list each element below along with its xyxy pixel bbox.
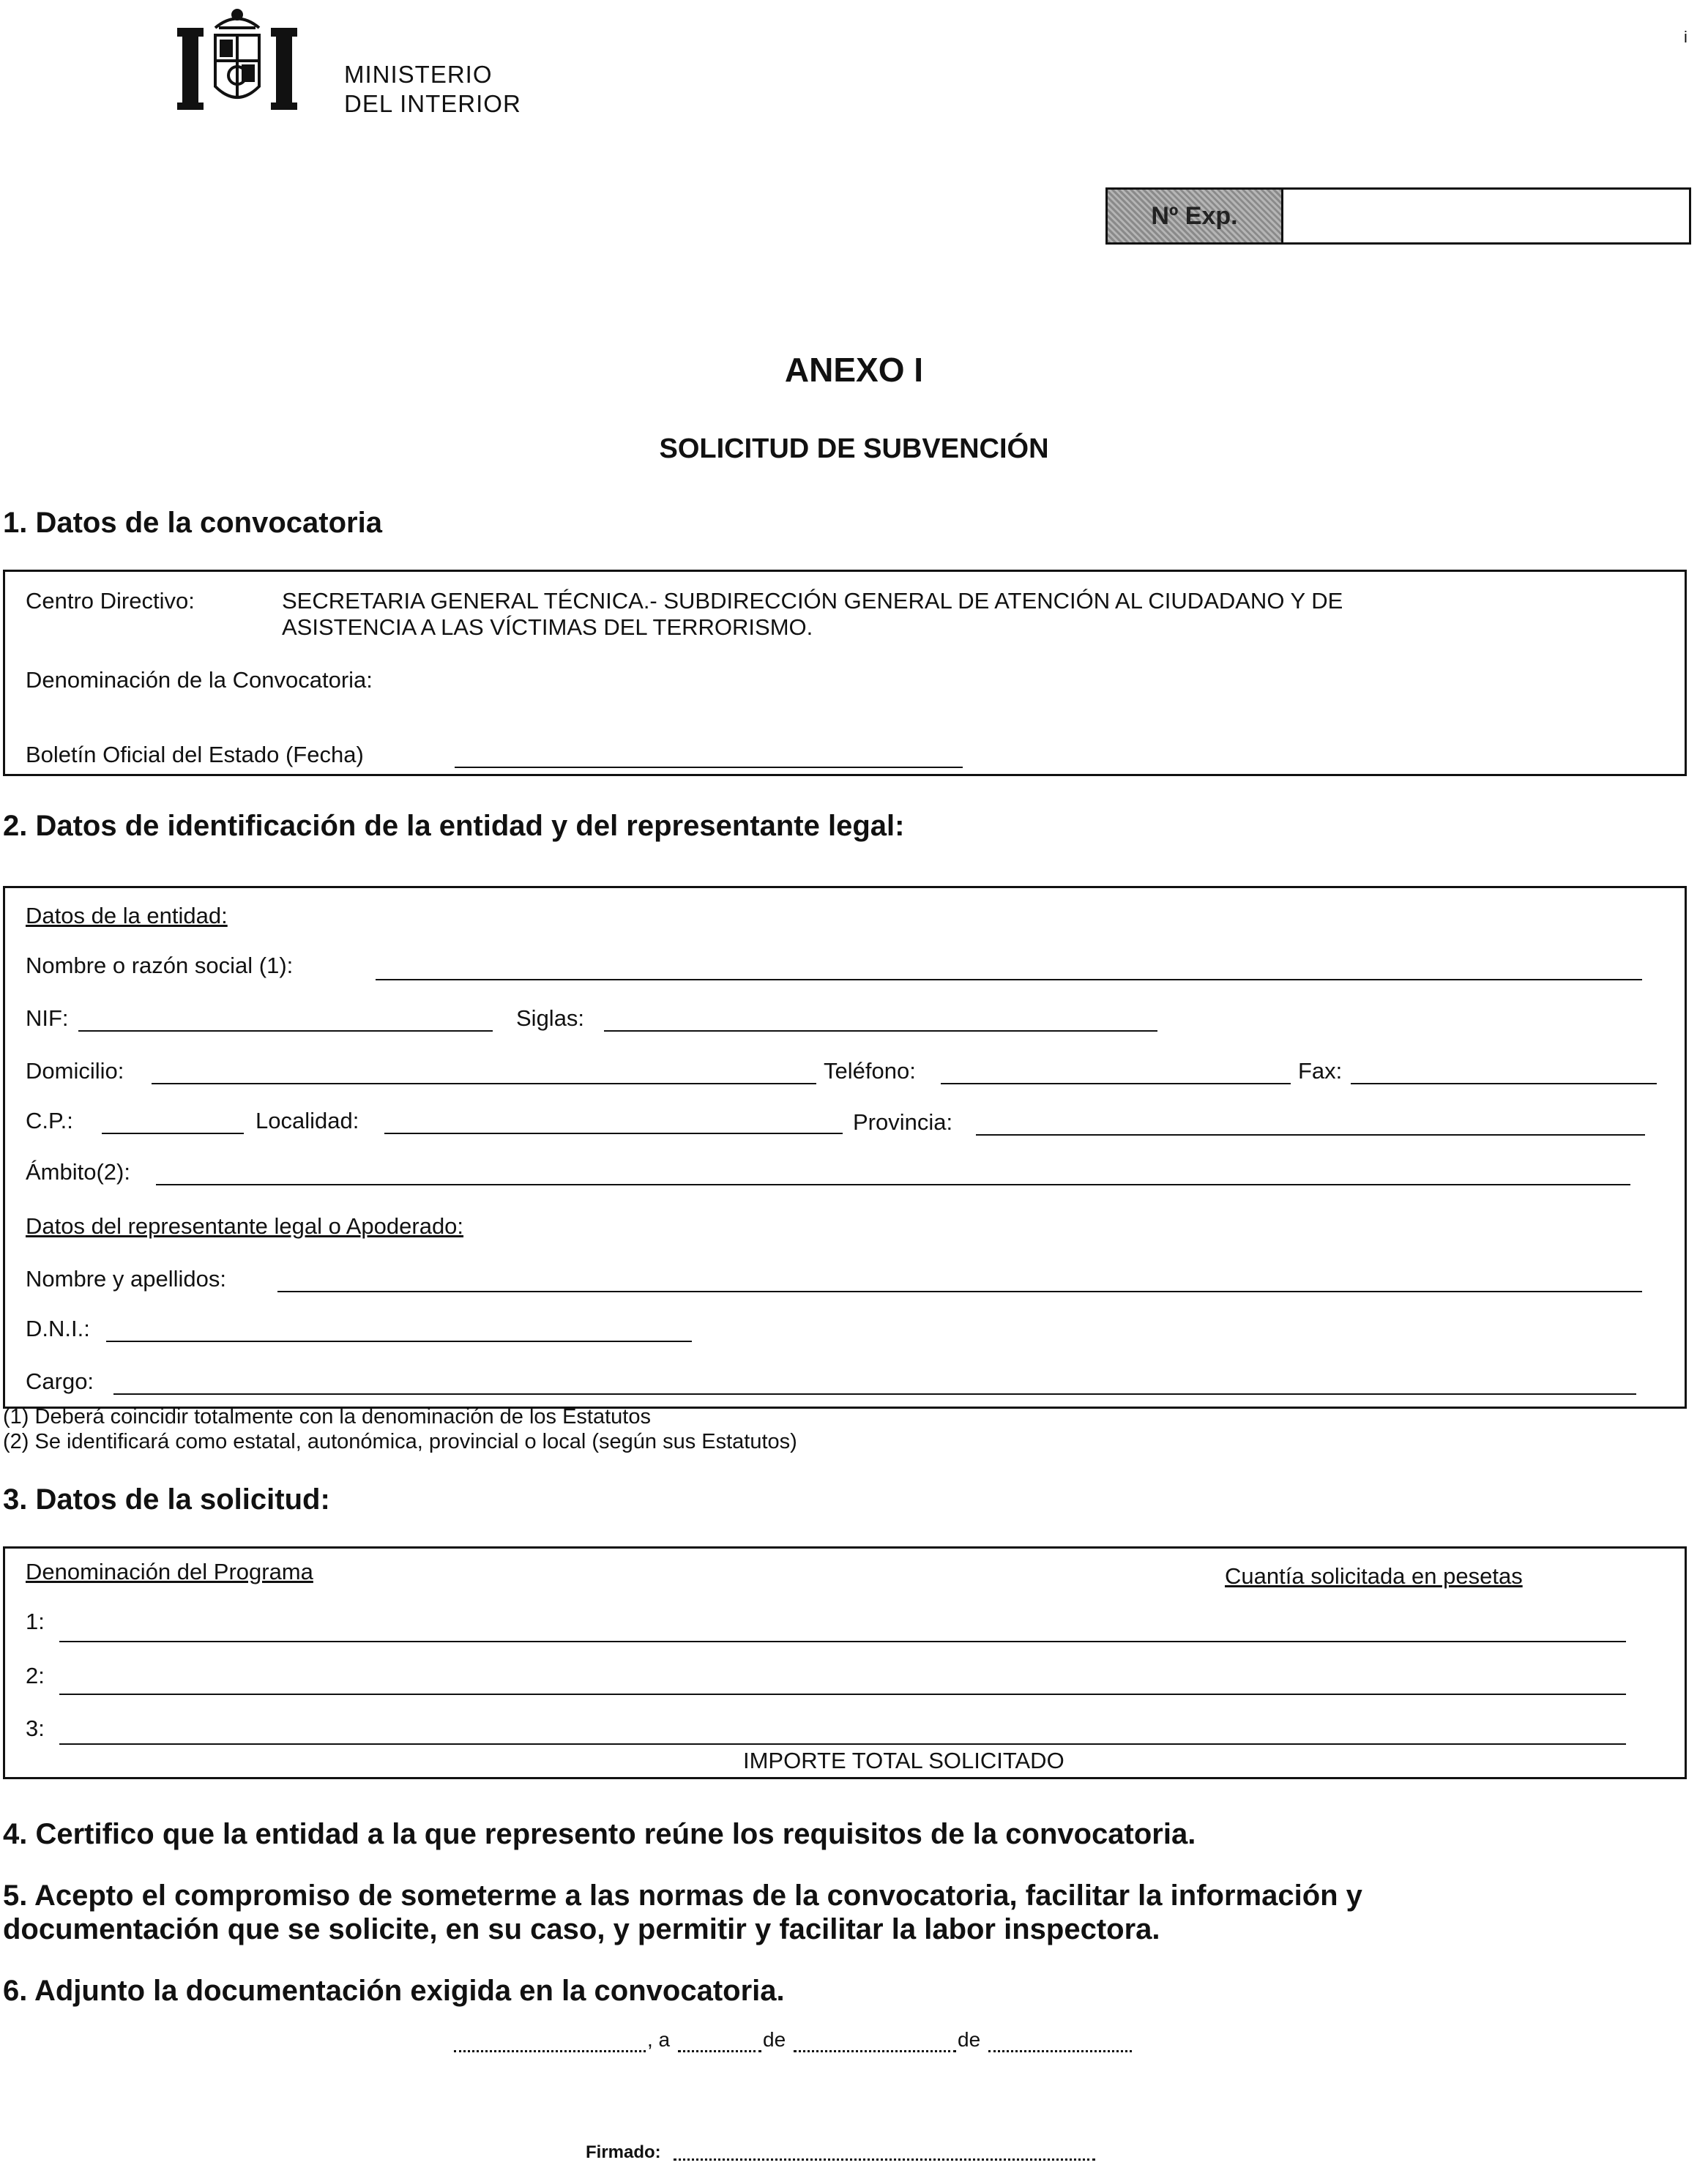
ministry-name xyxy=(344,60,521,119)
ambito-field[interactable] xyxy=(156,1184,1630,1185)
boletin-fecha-field[interactable] xyxy=(455,767,963,768)
centro-directivo-value-line-1: SECRETARIA GENERAL TÉCNICA.- SUBDIRECCIÓN GENERAL DE ATENCIÓN AL CIUDADANO Y DE xyxy=(282,588,1343,614)
fax-field[interactable] xyxy=(1351,1083,1657,1084)
cp-label: C.P.: xyxy=(26,1108,73,1133)
nif-label: NIF: xyxy=(26,1005,69,1031)
section-3-heading: 3. Datos de la solicitud: xyxy=(3,1483,330,1516)
siglas-field[interactable] xyxy=(604,1030,1157,1032)
footnote-2: (2) Se identificará como estatal, autonómica, provincial o local (según sus Estatutos) xyxy=(3,1430,797,1453)
programa-row-3-field[interactable] xyxy=(59,1743,1626,1745)
nombre-razon-social-field[interactable] xyxy=(376,979,1642,980)
expediente-box xyxy=(1105,187,1691,245)
section-2-box xyxy=(3,886,1687,1409)
statement-4: 4. Certifico que la entidad a la que represento reúne los requisitos de la convocatoria. xyxy=(3,1818,1196,1850)
telefono-label: Teléfono: xyxy=(824,1058,916,1084)
date-separator-de-1: de xyxy=(763,2028,786,2051)
dni-field[interactable] xyxy=(106,1341,692,1342)
place-field[interactable] xyxy=(454,2050,646,2052)
firmado-label: Firmado: xyxy=(586,2142,661,2162)
section-3-box xyxy=(3,1546,1687,1779)
centro-directivo-label: Centro Directivo: xyxy=(26,588,195,614)
expediente-input[interactable] xyxy=(1283,190,1689,242)
cuantia-heading: Cuantía solicitada en pesetas xyxy=(1225,1563,1523,1589)
importe-total-label: IMPORTE TOTAL SOLICITADO xyxy=(743,1748,1064,1773)
nombre-apellidos-label: Nombre y apellidos: xyxy=(26,1266,226,1292)
programa-row-2-field[interactable] xyxy=(59,1694,1626,1695)
statement-6: 6. Adjunto la documentación exigida en la convocatoria. xyxy=(3,1975,785,2007)
cargo-field[interactable] xyxy=(113,1393,1636,1395)
boletin-oficial-label: Boletín Oficial del Estado (Fecha) xyxy=(26,742,364,767)
nombre-apellidos-field[interactable] xyxy=(277,1291,1642,1292)
section-1-heading: 1. Datos de la convocatoria xyxy=(3,507,382,539)
statement-5-line-1: 5. Acepto el compromiso de someterme a las normas de la convocatoria, facilitar la información y xyxy=(3,1880,1362,1912)
statement-5-line-2: documentación que se solicite, en su caso, y permitir y facilitar la labor inspectora. xyxy=(3,1913,1160,1945)
ministry-line-1: MINISTERIO xyxy=(344,61,493,88)
denominacion-convocatoria-label: Denominación de la Convocatoria: xyxy=(26,667,373,693)
nombre-razon-social-label: Nombre o razón social (1): xyxy=(26,953,294,978)
section-1-box xyxy=(3,570,1687,776)
programa-row-2-label: 2: xyxy=(26,1663,45,1688)
footnote-1: (1) Deberá coincidir totalmente con la denominación de los Estatutos xyxy=(3,1405,651,1428)
datos-entidad-heading: Datos de la entidad: xyxy=(26,903,228,928)
expediente-label: Nº Exp. xyxy=(1108,190,1283,242)
dni-label: D.N.I.: xyxy=(26,1316,90,1341)
cp-field[interactable] xyxy=(102,1133,244,1134)
month-field[interactable] xyxy=(794,2050,956,2052)
programa-row-1-field[interactable] xyxy=(59,1641,1626,1642)
programa-row-1-label: 1: xyxy=(26,1609,45,1634)
section-2-heading: 2. Datos de identificación de la entidad y del representante legal: xyxy=(3,810,905,842)
ministry-line-2: DEL INTERIOR xyxy=(344,90,521,117)
corner-mark: i xyxy=(1684,28,1688,46)
annex-title: ANEXO I xyxy=(784,351,924,389)
localidad-field[interactable] xyxy=(384,1133,843,1134)
form-subtitle: SOLICITUD DE SUBVENCIÓN xyxy=(659,433,1049,464)
fax-label: Fax: xyxy=(1298,1058,1343,1084)
provincia-label: Provincia: xyxy=(853,1109,953,1135)
centro-directivo-value xyxy=(282,588,1343,641)
provincia-field[interactable] xyxy=(976,1134,1645,1136)
coat-of-arms-logo xyxy=(164,6,310,123)
domicilio-label: Domicilio: xyxy=(26,1058,124,1084)
centro-directivo-value-line-2: ASISTENCIA A LAS VÍCTIMAS DEL TERRORISMO. xyxy=(282,614,813,640)
year-field[interactable] xyxy=(988,2050,1132,2052)
ambito-label: Ámbito(2): xyxy=(26,1159,130,1185)
date-separator-a: , a xyxy=(647,2028,671,2051)
domicilio-field[interactable] xyxy=(152,1083,816,1084)
localidad-label: Localidad: xyxy=(256,1108,359,1133)
firmado-field[interactable] xyxy=(674,2158,1095,2161)
date-separator-de-2: de xyxy=(958,2028,981,2051)
programa-heading: Denominación del Programa xyxy=(26,1559,313,1584)
statement-5 xyxy=(3,1879,1362,1946)
footnotes xyxy=(3,1404,797,1454)
programa-row-3-label: 3: xyxy=(26,1716,45,1741)
cargo-label: Cargo: xyxy=(26,1368,94,1394)
datos-representante-heading: Datos del representante legal o Apoderado: xyxy=(26,1213,464,1239)
day-field[interactable] xyxy=(678,2050,761,2052)
telefono-field[interactable] xyxy=(941,1083,1291,1084)
siglas-label: Siglas: xyxy=(516,1005,585,1031)
nif-field[interactable] xyxy=(78,1030,493,1032)
